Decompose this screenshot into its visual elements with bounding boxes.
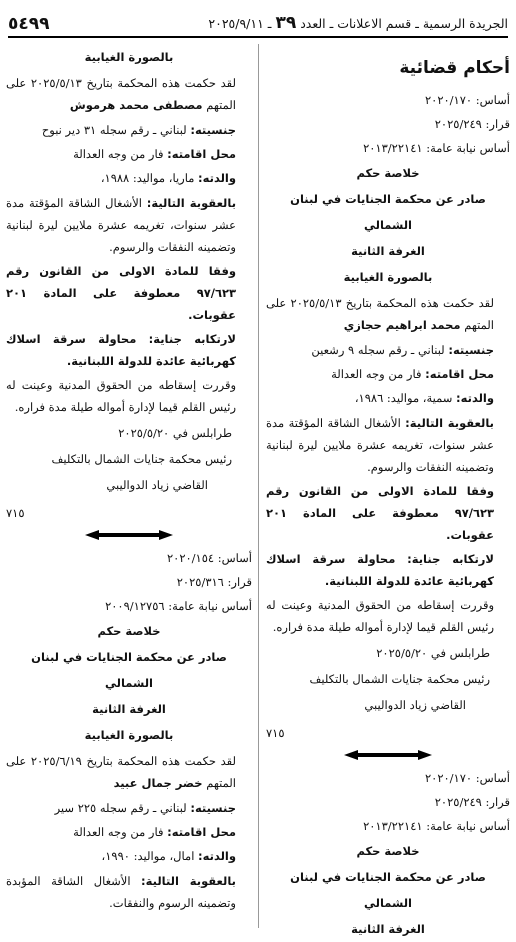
mother-label: والدته:: [198, 849, 236, 863]
verdict-intro-text: لقد حكمت هذه المحكمة بتاريخ ٢٠٢٥/٥/١٣ على المتهم: [266, 296, 494, 332]
nationality-line: [266, 338, 510, 362]
chamber-heading: الغرفة الثانية: [92, 702, 166, 716]
residence-line: [266, 362, 510, 386]
nationality-value: لبناني ـ رقم سجله ٣١ دير نبوح: [41, 123, 187, 137]
notice-number: ٧١٥: [6, 506, 25, 520]
khulasa-heading: خلاصة حكم: [97, 624, 161, 638]
khulasa-heading: خلاصة حكم: [356, 844, 420, 858]
case-asas-niyaba: أساس نيابة عامة: ٢٠١٣/٢٢١٤١: [363, 141, 510, 155]
judge-name: القاضي زياد الدواليبي: [364, 698, 466, 712]
page-header: [8, 6, 508, 38]
case-asas: أساس: ٢٠٢٠/١٧٠: [424, 771, 510, 785]
case-notice: [6, 44, 252, 546]
nationality-label: جنسيته:: [190, 801, 236, 815]
residence-line: [6, 820, 252, 844]
nationality-line: [6, 118, 252, 142]
case-qarar: قرار: ٢٠٢٥/٢٤٩: [434, 117, 510, 131]
decision-paragraph: وقررت إسقاطه من الحقوق المدنية وعينت له رئيس القلم قيما لإدارة أمواله طيلة مدة فراره.: [6, 378, 236, 414]
case-asas-niyaba: أساس نيابة عامة: ٢٠١٣/٢٢١٤١: [363, 819, 510, 833]
nationality-line: [6, 796, 252, 820]
place-date: طرابلس في ٢٠٢٥/٥/٢٠: [118, 426, 232, 440]
chamber-heading: الغرفة الثانية: [351, 922, 425, 936]
column-divider: [258, 44, 259, 928]
issue-number: ٣٩: [275, 13, 297, 33]
header-date: ـ ٢٠٢٥/٩/١١: [208, 16, 272, 31]
judge-name: القاضي زياد الدواليبي: [106, 478, 208, 492]
khulasa-heading: خلاصة حكم: [356, 166, 420, 180]
nationality-value: لبناني ـ رقم سجله ٢٢٥ سير: [54, 801, 187, 815]
left-column: [6, 44, 252, 916]
absentia-heading: بالصورة الغيابية: [84, 728, 174, 742]
case-notice: [266, 766, 510, 942]
law-paragraph: وفقا للمادة الاولى من القانون رقم ٩٧/٦٢٣ معطوفة على المادة ٢٠١ عقوبات.: [266, 484, 494, 542]
penalty-value: الأشغال الشاقة المؤقتة مدة عشر سنوات، تغريمه عشرة ملايين ليرة لبنانية وتضمينه النفقات والرسوم.: [6, 196, 236, 254]
case-qarar: قرار: ٢٠٢٥/٣١٦: [176, 575, 252, 589]
penalty-value: الأشغال الشاقة المؤقتة مدة عشر سنوات، تغريمه عشرة ملايين ليرة لبنانية وتضمينه النفقات والرسوم.: [266, 416, 494, 474]
residence-label: محل اقامته:: [425, 367, 494, 381]
crime-paragraph: لارتكابه جناية: محاولة سرقة اسلاك كهربائية عائدة للدولة اللبنانية.: [6, 332, 236, 368]
nationality-label: جنسيته:: [190, 123, 236, 137]
absentia-heading: بالصورة الغيابية: [84, 50, 174, 64]
section-title: أحكام قضائية: [399, 58, 510, 78]
court-heading: صادر عن محكمة الجنايات في لبنان الشمالي: [290, 192, 486, 232]
residence-value: فار من وجه العدالة: [73, 147, 164, 161]
penalty-label: بالعقوبة التالية:: [405, 416, 495, 430]
accused-name: خضر جمال عبيد: [113, 776, 203, 790]
case-notice: [266, 88, 510, 766]
notice-number: ٧١٥: [266, 726, 285, 740]
crime-paragraph: لارتكابه جناية: محاولة سرقة اسلاك كهربائية عائدة للدولة اللبنانية.: [266, 552, 494, 588]
verdict-intro: [6, 750, 252, 794]
separator-ornament: [266, 744, 510, 766]
mother-line: [6, 844, 252, 868]
absentia-heading: بالصورة الغيابية: [343, 270, 433, 284]
court-heading: صادر عن محكمة الجنايات في لبنان الشمالي: [31, 650, 227, 690]
case-asas: أساس: ٢٠٢٠/١٧٠: [424, 93, 510, 107]
case-asas: أساس: ٢٠٢٠/١٥٤: [166, 551, 252, 565]
penalty-value: الأشغال الشاقة المؤبدة وتضمينه الرسوم والنفقات.: [6, 874, 236, 910]
penalty-paragraph: [6, 192, 252, 258]
nationality-value: لبناني ـ رقم سجله ٩ رشعين: [311, 343, 445, 357]
president-title: رئيس محكمة جنايات الشمال بالتكليف: [51, 452, 232, 466]
residence-line: [6, 142, 252, 166]
penalty-paragraph: [266, 412, 510, 478]
president-title: رئيس محكمة جنايات الشمال بالتكليف: [309, 672, 490, 686]
case-notice: [6, 546, 252, 914]
residence-value: فار من وجه العدالة: [73, 825, 164, 839]
mother-label: والدته:: [198, 171, 236, 185]
case-asas-niyaba: أساس نيابة عامة: ٢٠٠٩/١٢٧٥٦: [105, 599, 252, 613]
decision-paragraph: وقررت إسقاطه من الحقوق المدنية وعينت له رئيس القلم قيما لإدارة أمواله طيلة مدة فراره.: [266, 598, 494, 634]
residence-value: فار من وجه العدالة: [331, 367, 422, 381]
penalty-label: بالعقوبة التالية:: [141, 874, 236, 888]
penalty-paragraph: [6, 870, 252, 914]
mother-line: [6, 166, 252, 190]
court-heading: صادر عن محكمة الجنايات في لبنان الشمالي: [290, 870, 486, 910]
law-paragraph: وفقا للمادة الاولى من القانون رقم ٩٧/٦٢٣ معطوفة على المادة ٢٠١ عقوبات.: [6, 264, 236, 322]
accused-name: مصطفى محمد هرموش: [69, 98, 203, 112]
accused-name: محمد ابراهيم حجازي: [343, 318, 461, 332]
place-date: طرابلس في ٢٠٢٥/٥/٢٠: [376, 646, 490, 660]
mother-value: ماريا، مواليد: ١٩٨٨،: [100, 171, 195, 185]
verdict-intro-text: لقد حكمت هذه المحكمة بتاريخ ٢٠٢٥/٦/١٩ على المتهم: [6, 754, 236, 790]
separator-ornament: [6, 524, 252, 546]
residence-label: محل اقامته:: [167, 147, 236, 161]
header-title: [208, 13, 508, 36]
chamber-heading: الغرفة الثانية: [351, 244, 425, 258]
verdict-intro-text: لقد حكمت هذه المحكمة بتاريخ ٢٠٢٥/٥/١٣ على المتهم: [6, 76, 236, 112]
right-column: [266, 44, 510, 942]
nationality-label: جنسيته:: [448, 343, 494, 357]
page-number: ٥٤٩٩: [8, 14, 50, 34]
mother-value: امال، مواليد: ١٩٩٠،: [101, 849, 195, 863]
case-qarar: قرار: ٢٠٢٥/٢٤٩: [434, 795, 510, 809]
mother-line: [266, 386, 510, 410]
mother-label: والدته:: [456, 391, 494, 405]
mother-value: سمية، مواليد: ١٩٨٦،: [354, 391, 453, 405]
verdict-intro: [266, 292, 510, 336]
residence-label: محل اقامته:: [167, 825, 236, 839]
verdict-intro: [6, 72, 252, 116]
header-title-prefix: الجريدة الرسمية ـ قسم الاعلانات ـ العدد: [300, 16, 508, 31]
penalty-label: بالعقوبة التالية:: [146, 196, 237, 210]
